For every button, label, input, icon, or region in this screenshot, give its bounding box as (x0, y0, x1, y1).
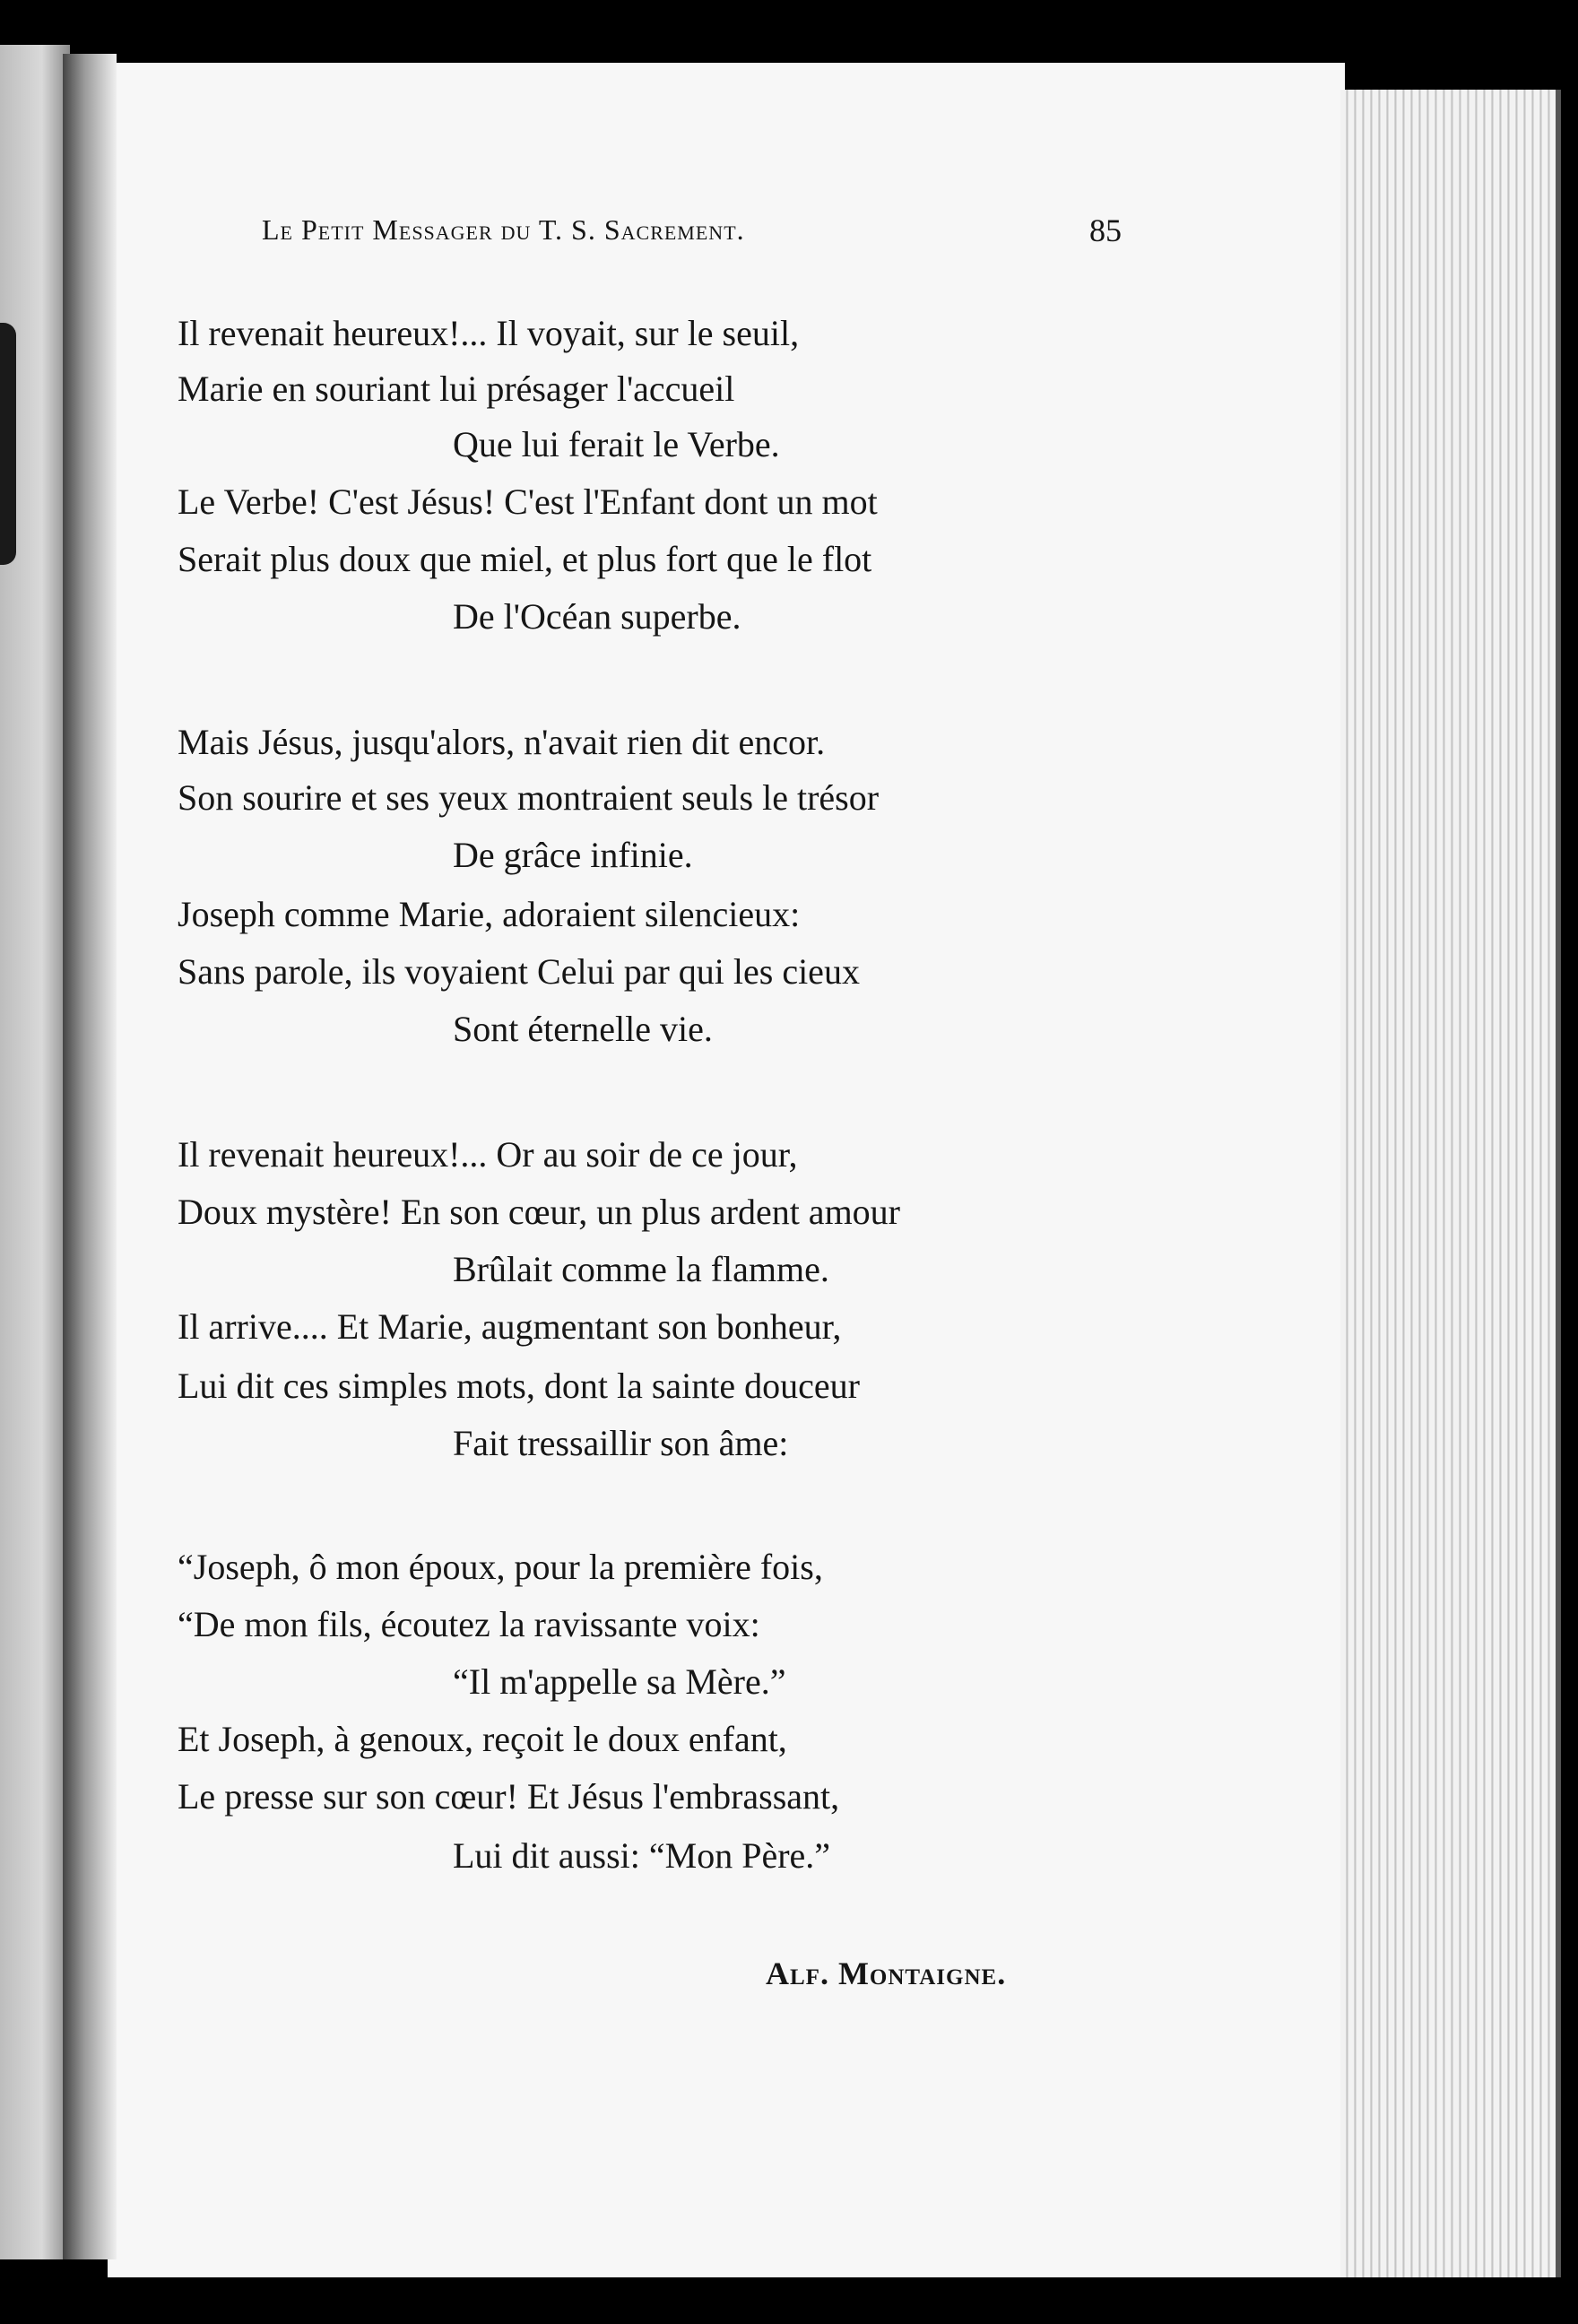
running-head: Le Petit Messager du T. S. Sacrement. (262, 213, 745, 246)
poem-line: Il arrive.... Et Marie, augmentant son bonheur, (178, 1306, 842, 1347)
poem-line: Lui dit aussi: “Mon Père.” (453, 1835, 831, 1876)
poem-line: “Il m'appelle sa Mère.” (453, 1661, 786, 1702)
poem-line: De grâce infinie. (453, 835, 693, 875)
page-number: 85 (1089, 212, 1122, 248)
poem-line: Brûlait comme la flamme. (453, 1249, 829, 1289)
poem-line: Son sourire et ses yeux montraient seuls le trésor (178, 777, 880, 818)
poem-line: Lui dit ces simples mots, dont la sainte douceur (178, 1366, 860, 1406)
poem-line: Fait tressaillir son âme: (453, 1423, 789, 1463)
poem-line: Il revenait heureux!... Or au soir de ce jour, (178, 1134, 798, 1175)
poem-line: “Joseph, ô mon époux, pour la première fois, (178, 1547, 823, 1587)
poem-line: Serait plus doux que miel, et plus fort que le flot (178, 539, 872, 579)
poem-line: Le presse sur son cœur! Et Jésus l'embrassant, (178, 1776, 840, 1817)
poem-line: “De mon fils, écoutez la ravissante voix: (178, 1604, 760, 1644)
poem-line: Sont éternelle vie. (453, 1009, 713, 1049)
poem-line: Le Verbe! C'est Jésus! C'est l'Enfant dont un mot (178, 481, 878, 522)
poem-line: Et Joseph, à genoux, reçoit le doux enfant, (178, 1719, 787, 1759)
poem-line: Sans parole, ils voyaient Celui par qui les cieux (178, 951, 860, 992)
poem-line: De l'Océan superbe. (453, 596, 741, 637)
poem-line: Marie en souriant lui présager l'accueil (178, 369, 735, 409)
poem-line: Il revenait heureux!... Il voyait, sur le seuil, (178, 313, 800, 353)
poem-line: Doux mystère! En son cœur, un plus ardent amour (178, 1192, 900, 1232)
poem-line: Joseph comme Marie, adoraient silencieux: (178, 894, 801, 934)
poem-line: Que lui ferait le Verbe. (453, 424, 780, 464)
poem-line: Mais Jésus, jusqu'alors, n'avait rien dit encor. (178, 722, 826, 762)
author-signature: Alf. Montaigne. (766, 1955, 1007, 1991)
